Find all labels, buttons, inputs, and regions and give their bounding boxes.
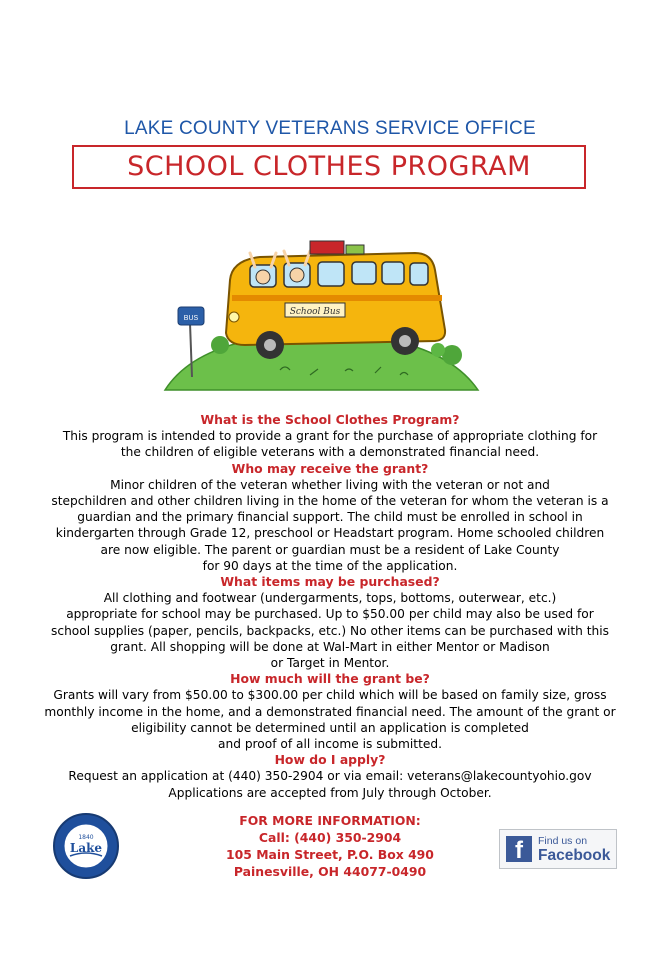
school-bus-illustration (160, 205, 480, 395)
section-grant-amount (40, 671, 620, 752)
body-line: Minor children of the veteran whether living with the veteran or not and (110, 477, 550, 492)
facebook-find-us: Find us on (538, 835, 588, 847)
bus-window (382, 262, 404, 284)
organization-name: LAKE COUNTY VETERANS SERVICE OFFICE (124, 118, 536, 139)
question-heading: How much will the grant be? (230, 671, 430, 687)
question-heading: What items may be purchased? (220, 574, 440, 590)
facebook-label: Facebook (538, 847, 611, 864)
bus-window (352, 262, 376, 284)
body-line: All clothing and footwear (undergarments, tops, bottoms, outerwear, etc.) (103, 591, 557, 606)
bus-window (318, 262, 344, 286)
contact-city: Painesville, OH 44077-0490 (233, 864, 427, 879)
section-who-may-receive (40, 461, 620, 574)
facebook-icon: f (506, 836, 532, 862)
bus-name-text: School Bus (289, 307, 341, 317)
question-heading: Who may receive the grant? (231, 460, 429, 476)
seal-year: 1840 (78, 834, 94, 841)
question-heading: How do I apply? (274, 752, 386, 768)
body-line: for 90 days at the time of the application. (202, 558, 458, 573)
body-line: or Target in Mentor. (270, 656, 390, 671)
contact-heading: FOR MORE INFORMATION: (239, 813, 421, 828)
body-line: are now eligible. The parent or guardian must be a resident of Lake County (100, 542, 560, 557)
body-line: appropriate for school may be purchased. Up to $50.00 per child may also be used for (66, 607, 594, 622)
body-line: Grants will vary from $50.00 to $300.00 per child which will be based on family size, gross (53, 688, 607, 703)
body-line: This program is intended to provide a grant for the purchase of appropriate clothing for (62, 429, 598, 444)
body-line: the children of eligible veterans with a demonstrated financial need. (120, 445, 540, 460)
roof-luggage (346, 245, 364, 254)
section-items (40, 574, 620, 671)
body-line: eligibility cannot be determined until an application is completed (131, 720, 529, 735)
contact-address: 105 Main Street, P.O. Box 490 (226, 847, 434, 862)
seal-name: Lake (69, 841, 103, 855)
bush-right-2 (431, 343, 445, 357)
roof-luggage (310, 241, 344, 254)
body-line: school supplies (paper, pencils, backpacks, etc.) No other items can be purchased with this (51, 623, 609, 638)
bush-right (442, 345, 462, 365)
section-how-to-apply (40, 752, 620, 801)
program-details (40, 412, 620, 801)
header (0, 118, 660, 140)
body-line: monthly income in the home, and a demonstrated financial need. The amount of the grant or (44, 704, 616, 719)
bus-window (410, 263, 428, 285)
body-line: kindergarten through Grade 12, preschool or Headstart program. Home schooled children (55, 526, 605, 541)
body-line: Applications are accepted from July through October. (168, 785, 492, 800)
headlight (229, 312, 239, 322)
question-heading: What is the School Clothes Program? (200, 412, 460, 427)
body-line: and proof of all income is submitted. (218, 737, 442, 752)
lake-county-seal (52, 812, 120, 880)
bus-sign-label: BUS (183, 315, 199, 322)
body-line: Request an application at (440) 350-2904 or via email: veterans@lakecountyohio.gov (68, 769, 592, 784)
bush-left (211, 336, 229, 354)
program-title: SCHOOL CLOTHES PROGRAM (127, 151, 531, 182)
contact-phone: Call: (440) 350-2904 (258, 830, 402, 845)
section-what-is (40, 412, 620, 461)
facebook-badge[interactable] (499, 829, 617, 869)
child-face (290, 268, 304, 282)
title-box (72, 145, 586, 189)
body-line: stepchildren and other children living in the home of the veteran for whom the veteran is a (51, 494, 609, 509)
body-line: grant. All shopping will be done at Wal-Mart in either Mentor or Madison (110, 639, 550, 654)
child-face (256, 270, 270, 284)
body-line: guardian and the primary financial support. The child must be enrolled in school in (77, 510, 583, 525)
